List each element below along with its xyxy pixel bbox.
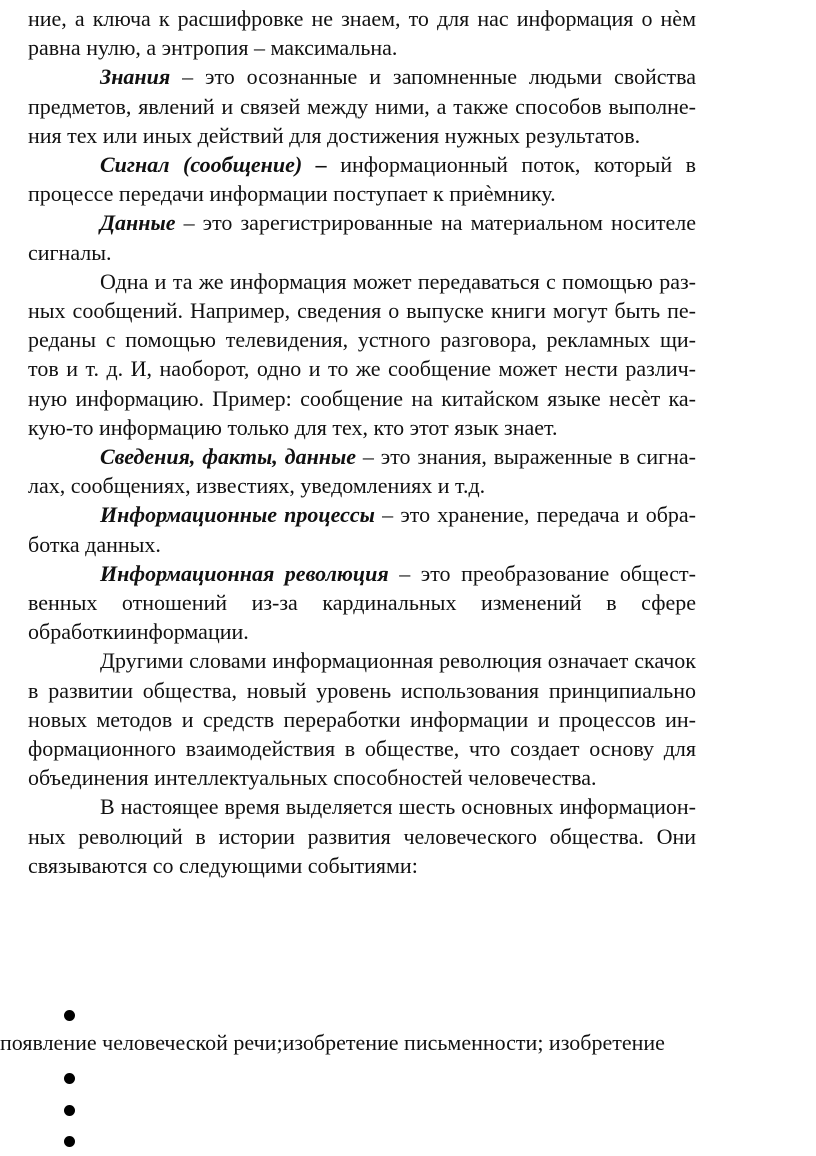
paragraph-processes: Информационные процессы – это хранение, передача и обра- ботка данных. (28, 502, 696, 557)
paragraph-data: Данные – это зарегистрированные на материальном носителе сигналы. (28, 210, 696, 265)
term-knowledge: Знания (100, 64, 171, 90)
term-revolution: Информационная революция (100, 560, 389, 586)
bullet-icon (64, 1073, 75, 1084)
paragraph-other-words: Другими словами информационная революция означает скачок в развитии общества, новый уровень использования принципиально новых методов и средств переработки информации и процессов ин- формационного взаимодействия в обществе, что создает основу для объединения интеллектуальных способностей человечества. (28, 648, 696, 791)
paragraph-revolution: Информационная революция – это преобразование общест-венных отношений из-за кардинальных изменений в сфере обработкиинформации. (28, 560, 696, 645)
term-facts: Сведения, факты, данные (100, 444, 357, 470)
term-signal: Сигнал (сообщение) – (100, 152, 327, 178)
bullet-icon (64, 1136, 75, 1147)
paragraph-facts: Сведения, факты, данные – это знания, выраженные в сигна- лах, сообщениях, известиях, уведомлениях и т.д. (28, 444, 696, 499)
body-text (28, 4, 696, 880)
term-processes: Информационные процессы (100, 502, 375, 528)
paragraph-same-information: Одна и та же информация может передаваться с помощью раз- ных сообщений. Например, сведения о выпуске книги могут быть пе- реданы с помощью телевидения, устного разговора, рекламных щи- тов и т. д. И, наоборот, одно и то же сообщение может нести различ- ную информацию. Пример: сообщение на китайском языке несѐт ка- кую-то информацию только для тех, кто этот язык знает. (28, 268, 696, 440)
list-item-text: появление человеческой речи;изобретение письменности; изобретение (0, 1030, 665, 1055)
paragraph-knowledge: Знания – это осознанные и запомненные людьми свойства предметов, явлений и связей между ними, а также способов выполне-ния тех или иных действий для достижения нужных результатов. (28, 64, 696, 148)
term-data: Данные (100, 210, 176, 236)
bullet-icon (64, 1105, 75, 1116)
paragraph-six-revolutions: В настоящее время выделяется шесть основных информацион- ных революций в истории развития человеческого общества. Они связываются со следующими событиями: (28, 794, 696, 878)
bullet-icon (64, 1010, 75, 1021)
paragraph-intro: ние, а ключа к расшифровке не знаем, то для нас информация о нѐм равна нулю, а энтропия – максимальна. (28, 6, 696, 61)
paragraph-signal: Сигнал (сообщение) – информационный поток, который в процессе передачи информации поступает к приѐмнику. (28, 152, 697, 207)
